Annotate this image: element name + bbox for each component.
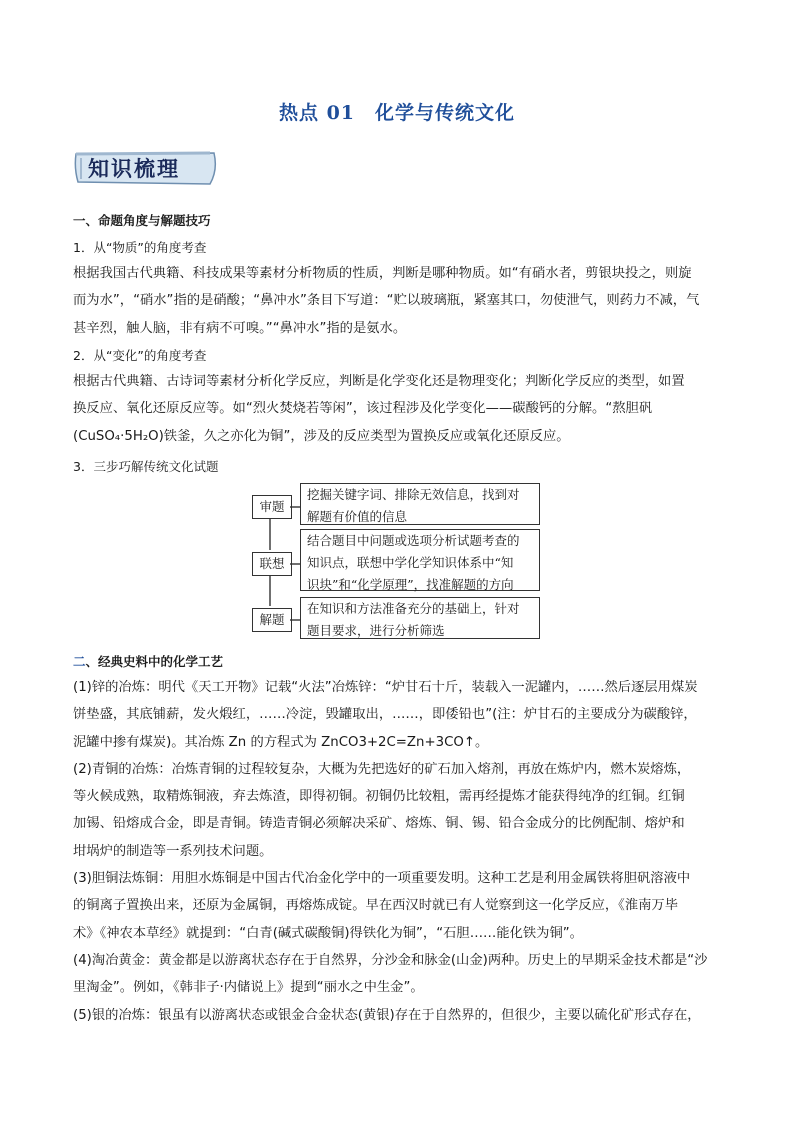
text-line: 里淘金”。例如，《韩非子·内储说上》提到“丽水之中生金”。 [73, 980, 424, 996]
flow-step-text: 在知识和方法准备充分的基础上，针对 题目要求，进行分析筛选 [307, 601, 520, 638]
text-line: 术》《神农本草经》就提到：“白青(碱式碳酸铜)得铁化为铜”，“石胆……能化铁为铜”。 [73, 925, 583, 941]
text-line: 根据我国古代典籍、科技成果等素材分析物质的性质，判断是哪种物质。如“有硝水者，剪银块投之，则旋 [73, 266, 692, 281]
subheading: 3．三步巧解传统文化试题 [73, 459, 219, 474]
text-line: 根据古代典籍、古诗词等素材分析化学反应，判断是化学变化还是物理变化；判断化学反应的类型，如置 [73, 374, 685, 389]
text-line: (1)锌的冶炼：明代《天工开物》记载“火法”冶炼锌：“炉甘石十斤，装载入一泥罐内，……然后逐层用煤炭 [73, 680, 698, 695]
text-line: 泥罐中掺有煤炭)。其冶炼 Zn 的方程式为 ZnCO3+2C=Zn+3CO↑。 [73, 734, 489, 750]
paragraph [73, 674, 723, 1029]
text-line: (CuSO₄·5H₂O)铁釜，久之亦化为铜”，涉及的反应类型为置换反应或氧化还原反应。 [73, 428, 570, 444]
page-title: 热点 01 化学与传统文化 [278, 102, 516, 124]
flow-step-text: 结合题目中问题或选项分析试题考查的 知识点，联想中学化学知识体系中“知 识块”和“化学原理”，找准解题的方向 [307, 533, 520, 592]
text-line: (4)淘冶黄金：黄金都是以游离状态存在于自然界，分沙金和脉金(山金)两种。历史上的早期采金技术都是“沙 [73, 952, 708, 968]
banner-label: 知识梳理 [88, 156, 180, 181]
text-line: (2)青铜的冶炼：冶炼青铜的过程较复杂，大概为先把选好的矿石加入熔剂，再放在炼炉内，燃木炭熔炼， [73, 761, 691, 777]
section-heading [73, 652, 223, 670]
text-line: 甚辛烈，触人脑，非有病不可嗅。”“鼻冲水”指的是氨水。 [73, 320, 407, 336]
text-line: 加锡、铅熔成合金，即是青铜。铸造青铜必须解决采矿、熔炼、铜、锡、铅合金成分的比例配制、熔炉和 [73, 816, 685, 832]
flow-step-label: 审题 [252, 495, 292, 519]
flow-step-label: 解题 [252, 608, 292, 632]
flow-step-label: 联想 [252, 552, 292, 576]
subheading: 2．从“变化”的角度考查 [73, 348, 207, 363]
flow-step-text: 挖掘关键字词、排除无效信息，找到对 解题有价值的信息 [307, 487, 520, 524]
subheading: 1．从“物质”的角度考查 [73, 240, 207, 255]
text-line: 换反应、氧化还原反应等。如“烈火焚烧若等闲”，该过程涉及化学变化——碳酸钙的分解。“熬胆矾 [73, 401, 653, 417]
text-line: (3)胆铜法炼铜：用胆水炼铜是中国古代冶金化学中的一项重要发明。这种工艺是利用金属铁将胆矾溶液中 [73, 871, 691, 887]
paragraph [73, 368, 723, 450]
text-line: 等火候成熟，取精炼铜液，弃去炼渣，即得初铜。初铜仍比较粗，需再经提炼才能获得纯净的红铜。红铜 [73, 789, 685, 805]
text-line: 而为水”，“硝水”指的是硝酸；“鼻冲水”条目下写道：“贮以玻璃瓶，紧塞其口，勿使泄气，则药力不减，气 [73, 293, 700, 309]
heading-text: 、经典史料中的化学工艺 [85, 654, 224, 669]
section-heading: 一、命题角度与解题技巧 [73, 213, 211, 228]
text-line: 饼垫盛，其底铺薪，发火煅红，……冷淀，毁罐取出，……，即倭铅也”(注：炉甘石的主要成分为碳酸锌， [73, 707, 697, 723]
heading-number: 二 [73, 654, 86, 669]
text-line: 坩埚炉的制造等一系列技术问题。 [73, 843, 273, 859]
paragraph [73, 260, 723, 342]
text-line: (5)银的冶炼：银虽有以游离状态或银金合金状态(黄银)存在于自然界的，但很少，主要以硫化矿形式存在， [73, 1007, 701, 1023]
text-line: 的铜离子置换出来，还原为金属铜，再熔炼成锭。早在西汉时就已有人觉察到这一化学反应，《淮南万毕 [73, 898, 679, 914]
